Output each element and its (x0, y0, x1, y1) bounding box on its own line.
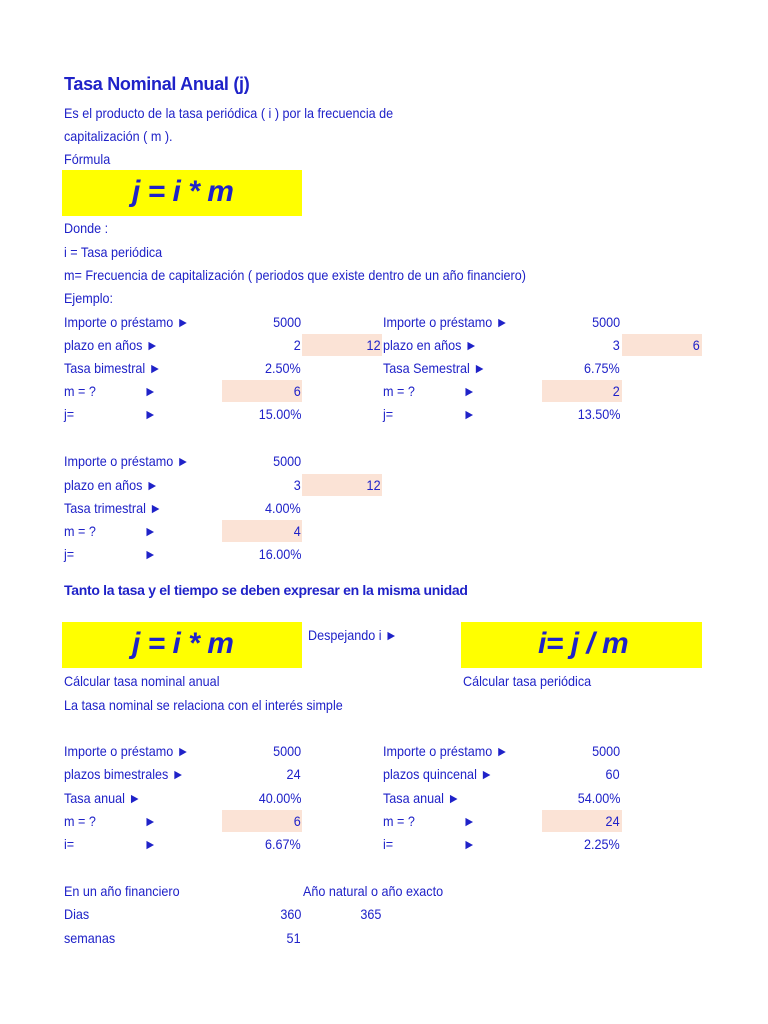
unit-note: Tanto la tasa y el tiempo se deben expresar en la misma unidad (64, 582, 468, 598)
ex2-j-value: 13.50% (577, 406, 620, 422)
caption-nominal: Cálcular tasa nominal anual (64, 673, 220, 689)
caption-periodica: Cálcular tasa periódica (463, 673, 592, 689)
ex1-j-arrow: ► (144, 406, 157, 422)
ex3-m-value: 4 (293, 523, 301, 539)
financial-year-label: En un año financiero (64, 883, 180, 899)
ex4-i-label: i= (64, 836, 75, 852)
ex5-m-arrow: ► (463, 813, 476, 829)
ex4-plazos-label: plazos bimestrales ► (64, 766, 185, 782)
ex1-m-value: 6 (293, 383, 301, 399)
ex1-plazo-value: 2 (293, 337, 301, 353)
ex1-tasa-label: Tasa bimestral ► (64, 360, 162, 376)
ex2-m-arrow: ► (463, 383, 476, 399)
ex2-importe-label: Importe o préstamo ► (383, 314, 509, 330)
ex5-importe-value: 5000 (591, 743, 620, 759)
ex4-m-value: 6 (293, 813, 301, 829)
ex4-tasa-label: Tasa anual ► (64, 790, 141, 806)
ex5-tasa-label: Tasa anual ► (383, 790, 460, 806)
relation-text: La tasa nominal se relaciona con el interés simple (64, 697, 343, 713)
ex3-tasa-value: 4.00% (265, 500, 301, 516)
cell-highlight (222, 520, 302, 542)
ex1-importe-label: Importe o préstamo ► (64, 314, 190, 330)
description-line-2: capitalización ( m ). (64, 128, 173, 144)
description-line-1: Es el producto de la tasa periódica ( i ) por la frecuencia de (64, 105, 394, 121)
ex1-m-label: m = ? (64, 383, 96, 399)
ex3-j-value: 16.00% (258, 546, 301, 562)
dias-natural-value: 365 (359, 906, 381, 922)
dias-financial-value: 360 (279, 906, 301, 922)
ex5-tasa-value: 54.00% (577, 790, 620, 806)
ex2-plazo-value: 3 (612, 337, 620, 353)
ex5-i-value: 2.25% (584, 836, 620, 852)
despejando-label: Despejando i ► (308, 627, 398, 643)
ex1-plazo-label: plazo en años ► (64, 337, 159, 353)
cell-highlight (542, 380, 622, 402)
m-definition: m= Frecuencia de capitalización ( periodos que existe dentro de un año financiero) (64, 267, 526, 283)
ex1-j-value: 15.00% (258, 406, 301, 422)
ex4-plazos-value: 24 (286, 766, 301, 782)
ex3-plazo-label: plazo en años ► (64, 477, 159, 493)
ex2-plazo-label: plazo en años ► (383, 337, 478, 353)
ex2-importe-value: 5000 (591, 314, 620, 330)
ex1-m-arrow: ► (144, 383, 157, 399)
formula-j-text: j = i * m (132, 627, 234, 660)
ex5-plazos-value: 60 (605, 766, 620, 782)
formula-label: Fórmula (64, 151, 111, 167)
ex3-m-arrow: ► (144, 523, 157, 539)
page-title: Tasa Nominal Anual (j) (64, 74, 250, 94)
ex2-j-label: j= (383, 406, 394, 422)
ex2-m-label: m = ? (383, 383, 415, 399)
cell-highlight (222, 380, 302, 402)
ex5-plazos-label: plazos quincenal ► (383, 766, 493, 782)
ex3-tasa-label: Tasa trimestral ► (64, 500, 162, 516)
i-definition: i = Tasa periódica (64, 244, 163, 260)
ex3-m-label: m = ? (64, 523, 96, 539)
ex1-importe-value: 5000 (272, 314, 301, 330)
semanas-financial-value: 51 (286, 930, 301, 946)
ex3-importe-label: Importe o préstamo ► (64, 453, 190, 469)
ex3-j-label: j= (64, 546, 75, 562)
ex4-m-arrow: ► (144, 813, 157, 829)
ex4-importe-value: 5000 (272, 743, 301, 759)
ex3-plazo-value: 3 (293, 477, 301, 493)
ejemplo-label: Ejemplo: (64, 290, 114, 306)
natural-year-label: Año natural o año exacto (303, 883, 444, 899)
ex4-tasa-value: 40.00% (258, 790, 301, 806)
ex5-m-value: 24 (605, 813, 620, 829)
ex5-i-label: i= (383, 836, 394, 852)
dias-label: Dias (64, 906, 90, 922)
ex4-i-arrow: ► (144, 836, 157, 852)
ex4-importe-label: Importe o préstamo ► (64, 743, 190, 759)
ex1-tasa-value: 2.50% (265, 360, 301, 376)
semanas-label: semanas (64, 930, 116, 946)
ex5-i-arrow: ► (463, 836, 476, 852)
ex2-tasa-value: 6.75% (584, 360, 620, 376)
ex1-plazo-extra: 12 (366, 337, 381, 353)
ex4-i-value: 6.67% (265, 836, 301, 852)
cell-highlight (222, 810, 302, 832)
formula-text: j = i * m (132, 175, 234, 208)
ex3-importe-value: 5000 (272, 453, 301, 469)
ex2-m-value: 2 (612, 383, 620, 399)
ex2-j-arrow: ► (463, 406, 476, 422)
ex3-j-arrow: ► (144, 546, 157, 562)
ex3-plazo-extra: 12 (366, 477, 381, 493)
ex1-j-label: j= (64, 406, 75, 422)
cell-highlight (622, 334, 702, 356)
ex2-tasa-label: Tasa Semestral ► (383, 360, 486, 376)
ex2-plazo-extra: 6 (692, 337, 700, 353)
formula-i-text: i= j / m (538, 627, 629, 660)
donde-label: Donde : (64, 220, 109, 236)
ex4-m-label: m = ? (64, 813, 96, 829)
ex5-importe-label: Importe o préstamo ► (383, 743, 509, 759)
ex5-m-label: m = ? (383, 813, 415, 829)
